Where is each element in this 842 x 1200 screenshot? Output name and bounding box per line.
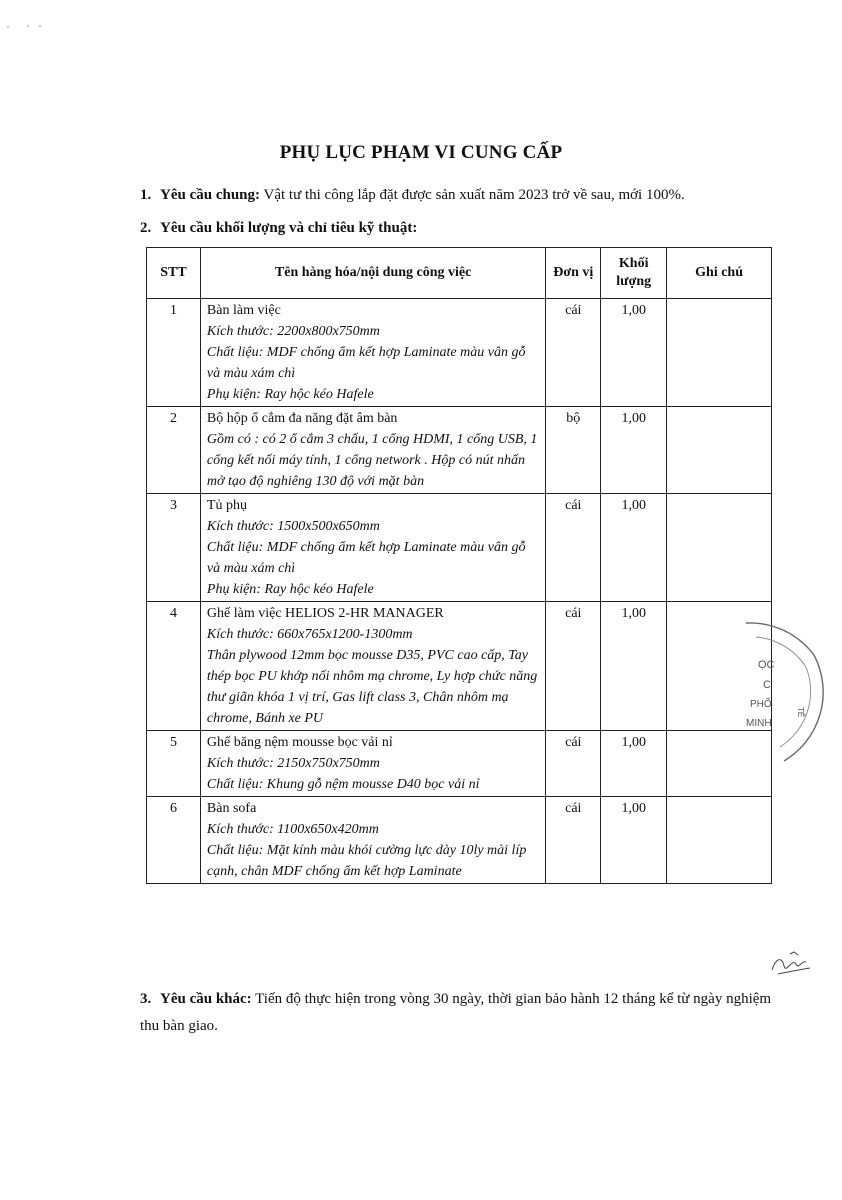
row-description bbox=[200, 797, 545, 884]
scan-dots bbox=[6, 22, 46, 32]
row-unit: cái bbox=[546, 731, 601, 797]
row-stt: 4 bbox=[147, 602, 201, 731]
row-stt: 5 bbox=[147, 731, 201, 797]
table-row bbox=[147, 731, 772, 797]
svg-text:ỌC: ỌC bbox=[758, 659, 775, 671]
row-quantity: 1,00 bbox=[601, 731, 667, 797]
row-note bbox=[667, 797, 772, 884]
row-description bbox=[200, 494, 545, 602]
row-note bbox=[667, 602, 772, 731]
table-row bbox=[147, 407, 772, 494]
row-unit: cái bbox=[546, 797, 601, 884]
item-detail: Phụ kiện: Ray hộc kéo Hafele bbox=[206, 387, 374, 402]
item-detail: Kích thước: 660x765x1200-1300mm bbox=[206, 627, 413, 642]
header-quantity: Khối lượng bbox=[601, 248, 667, 299]
header-note: Ghi chú bbox=[667, 248, 772, 299]
row-stt: 1 bbox=[147, 299, 201, 407]
item-name: Bàn sofa bbox=[206, 801, 257, 816]
item-detail: Phụ kiện: Ray hộc kéo Hafele bbox=[206, 582, 374, 597]
row-description bbox=[200, 602, 545, 731]
row-unit: cái bbox=[546, 494, 601, 602]
svg-text:TẾ: TẾ bbox=[796, 707, 805, 718]
item-detail: Chất liệu: Mặt kính màu khói cường lực dày 10ly mài líp cạnh, chân MDF chống ẩm kết hợp Laminate bbox=[206, 843, 527, 879]
row-note bbox=[667, 299, 772, 407]
row-stt: 3 bbox=[147, 494, 201, 602]
item-name: Tủ phụ bbox=[206, 498, 247, 513]
item-name: Ghế băng nệm mousse bọc vải nỉ bbox=[206, 735, 393, 750]
item-detail: Thân plywood 12mm bọc mousse D35, PVC cao cấp, Tay thép bọc PU khớp nối nhôm mạ chrome, Ly hợp chức năng thư giãn khóa 1 vị trí, Gas lift class 3, Chân nhôm mạ chrome, Bánh xe PU bbox=[206, 648, 538, 726]
row-note bbox=[667, 731, 772, 797]
requirement-number: 2. bbox=[140, 220, 152, 236]
item-detail: Kích thước: 1500x500x650mm bbox=[206, 519, 380, 534]
row-description bbox=[200, 299, 545, 407]
header-stt: STT bbox=[147, 248, 201, 299]
header-description: Tên hàng hóa/nội dung công việc bbox=[200, 248, 545, 299]
signature-initials bbox=[768, 948, 814, 978]
item-name: Ghế làm việc HELIOS 2-HR MANAGER bbox=[206, 606, 444, 621]
requirement-general bbox=[140, 186, 685, 205]
requirement-other bbox=[140, 986, 780, 1040]
table-row bbox=[147, 797, 772, 884]
row-description bbox=[200, 407, 545, 494]
requirement-text: Vật tư thi công lắp đặt được sản xuất năm 2023 trở về sau, mới 100%. bbox=[260, 187, 685, 203]
svg-text:C: C bbox=[763, 679, 771, 691]
row-quantity: 1,00 bbox=[601, 797, 667, 884]
item-detail: Kích thước: 1100x650x420mm bbox=[206, 822, 379, 837]
row-note bbox=[667, 407, 772, 494]
row-description bbox=[200, 731, 545, 797]
page-title: PHỤ LỤC PHẠM VI CUNG CẤP bbox=[279, 142, 563, 163]
item-detail: Chất liệu: Khung gỗ nệm mousse D40 bọc vải nỉ bbox=[206, 777, 480, 792]
item-detail: Kích thước: 2150x750x750mm bbox=[206, 756, 380, 771]
requirement-label: Yêu cầu chung: bbox=[160, 187, 261, 203]
row-quantity: 1,00 bbox=[601, 299, 667, 407]
svg-text:PHỐ: PHỐ bbox=[750, 699, 772, 710]
item-detail: Gồm có : có 2 ổ cắm 3 chấu, 1 cổng HDMI, 1 cổng USB, 1 cổng kết nối máy tính, 1 cổng network . Hộp có nút nhấn mở tạo độ nghiêng 130 độ với mặt bàn bbox=[206, 432, 538, 489]
item-name: Bàn làm việc bbox=[206, 303, 281, 318]
item-name: Bộ hộp ổ cắm đa năng đặt âm bàn bbox=[206, 411, 398, 426]
requirement-number: 1. bbox=[140, 187, 152, 203]
table-header-row bbox=[147, 248, 772, 299]
item-detail: Chất liệu: MDF chống ẩm kết hợp Laminate màu vân gỗ và màu xám chì bbox=[206, 345, 526, 381]
row-stt: 6 bbox=[147, 797, 201, 884]
requirement-label: Yêu cầu khác: bbox=[160, 991, 252, 1007]
row-quantity: 1,00 bbox=[601, 407, 667, 494]
item-detail: Kích thước: 2200x800x750mm bbox=[206, 324, 380, 339]
row-note bbox=[667, 494, 772, 602]
row-stt: 2 bbox=[147, 407, 201, 494]
row-unit: cái bbox=[546, 299, 601, 407]
requirement-volume bbox=[140, 219, 417, 238]
items-table bbox=[146, 247, 772, 884]
requirement-number: 3. bbox=[140, 991, 152, 1007]
row-quantity: 1,00 bbox=[601, 602, 667, 731]
requirement-label: Yêu cầu khối lượng và chỉ tiêu kỹ thuật: bbox=[160, 220, 418, 236]
item-detail: Chất liệu: MDF chống ẩm kết hợp Laminate màu vân gỗ và màu xám chì bbox=[206, 540, 526, 576]
row-unit: bộ bbox=[546, 407, 601, 494]
table-row bbox=[147, 494, 772, 602]
row-unit: cái bbox=[546, 602, 601, 731]
requirement-text: Tiến độ thực hiện trong vòng 30 ngày, thời gian bảo hành 12 tháng kể từ ngày nghiệm thu bàn giao. bbox=[140, 991, 772, 1034]
table-row bbox=[147, 299, 772, 407]
row-quantity: 1,00 bbox=[601, 494, 667, 602]
table-row bbox=[147, 602, 772, 731]
table-body bbox=[147, 299, 772, 884]
header-unit: Đơn vị bbox=[546, 248, 601, 299]
svg-text:MINH: MINH bbox=[746, 718, 772, 729]
